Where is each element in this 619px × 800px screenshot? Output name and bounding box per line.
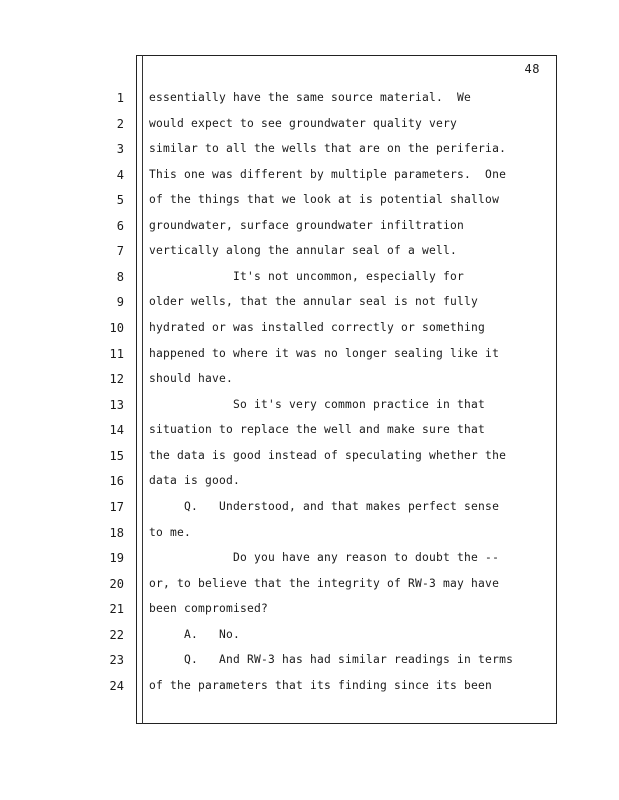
line-text: to me. xyxy=(149,526,192,539)
line-number: 12 xyxy=(109,372,124,386)
line-text: of the things that we look at is potential shallow xyxy=(149,193,500,206)
line-number: 8 xyxy=(116,270,124,284)
line-text: essentially have the same source material. We xyxy=(149,91,472,104)
line-number: 18 xyxy=(109,526,124,540)
line-text: situation to replace the well and make sure that xyxy=(149,423,486,436)
line-text: Q. Understood, and that makes perfect sense xyxy=(149,500,500,513)
line-number: 19 xyxy=(109,551,124,565)
line-number: 16 xyxy=(109,474,124,488)
line-text: It's not uncommon, especially for xyxy=(149,270,465,283)
line-number: 15 xyxy=(109,449,124,463)
line-text: of the parameters that its finding since its been xyxy=(149,679,493,692)
line-number: 7 xyxy=(116,244,124,258)
line-number: 13 xyxy=(109,398,124,412)
line-text: similar to all the wells that are on the periferia. xyxy=(149,142,507,155)
line-text: been compromised? xyxy=(149,602,269,615)
line-text: This one was different by multiple parameters. One xyxy=(149,168,507,181)
page-number: 48 xyxy=(524,62,540,76)
line-text: Do you have any reason to doubt the -- xyxy=(149,551,500,564)
line-text: happened to where it was no longer sealing like it xyxy=(149,347,500,360)
line-text: or, to believe that the integrity of RW-3 may have xyxy=(149,577,500,590)
line-text: groundwater, surface groundwater infiltration xyxy=(149,219,465,232)
line-text: data is good. xyxy=(149,474,241,487)
line-number: 5 xyxy=(116,193,124,207)
line-text: hydrated or was installed correctly or something xyxy=(149,321,486,334)
line-number: 23 xyxy=(109,653,124,667)
line-text: would expect to see groundwater quality very xyxy=(149,117,458,130)
line-number: 14 xyxy=(109,423,124,437)
left-margin-rule xyxy=(142,55,143,724)
line-number: 2 xyxy=(116,117,124,131)
line-number: 6 xyxy=(116,219,124,233)
line-number: 22 xyxy=(109,628,124,642)
line-number: 4 xyxy=(116,168,124,182)
line-number: 10 xyxy=(109,321,124,335)
line-text: vertically along the annular seal of a well. xyxy=(149,244,458,257)
line-text: the data is good instead of speculating whether the xyxy=(149,449,507,462)
line-text: should have. xyxy=(149,372,234,385)
line-text: A. No. xyxy=(149,628,241,641)
line-text: So it's very common practice in that xyxy=(149,398,486,411)
line-number: 21 xyxy=(109,602,124,616)
line-text: older wells, that the annular seal is not fully xyxy=(149,295,479,308)
line-number: 24 xyxy=(109,679,124,693)
line-number: 1 xyxy=(116,91,124,105)
line-number: 17 xyxy=(109,500,124,514)
line-number: 3 xyxy=(116,142,124,156)
line-number: 20 xyxy=(109,577,124,591)
line-number: 9 xyxy=(116,295,124,309)
line-number: 11 xyxy=(109,347,124,361)
line-text: Q. And RW-3 has had similar readings in terms xyxy=(149,653,514,666)
